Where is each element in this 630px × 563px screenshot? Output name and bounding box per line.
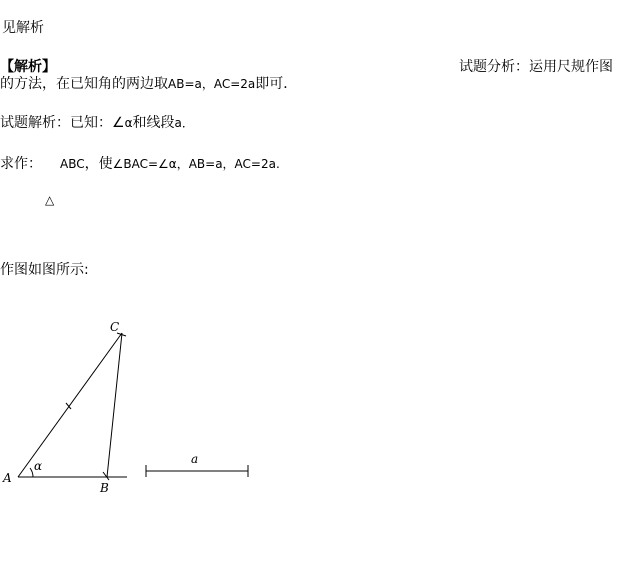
b-tick [103,472,109,480]
vertex-b-label: B [100,481,109,495]
given-prefix: 试题解析：已知：∠ [0,115,125,131]
find-condition: ∠BAC=∠α，AB=a，AC=2a. [112,157,280,171]
method-formula: AB=a，AC=2a [168,77,256,91]
given-segment: a． [174,116,194,130]
method-suffix: 即可． [255,76,298,92]
angle-alpha-label: α [34,459,43,473]
method-prefix: 的方法，在已知角的两边取 [0,76,168,92]
angle-arc [30,468,33,477]
answer-heading: 见解析 [2,20,44,36]
vertex-a-label: A [3,471,12,485]
find-prefix: 求作： [0,156,42,172]
side-ac [18,333,122,477]
side-bc [107,333,122,477]
segment-a-label: a [191,452,199,466]
triangle-name: ABC [60,157,85,171]
given-alpha: α [124,116,133,130]
find-comma: ，使 [84,156,113,172]
triangle-symbol: △ [45,193,55,207]
construction-text: 作图如图所示: [0,262,89,278]
analysis-tag: 【解析】 [0,59,56,75]
vertex-c-label: C [110,320,120,334]
given-mid: 和线段 [132,115,175,131]
analysis-right-text: 试题分析：运用尺规作图 [459,59,613,75]
